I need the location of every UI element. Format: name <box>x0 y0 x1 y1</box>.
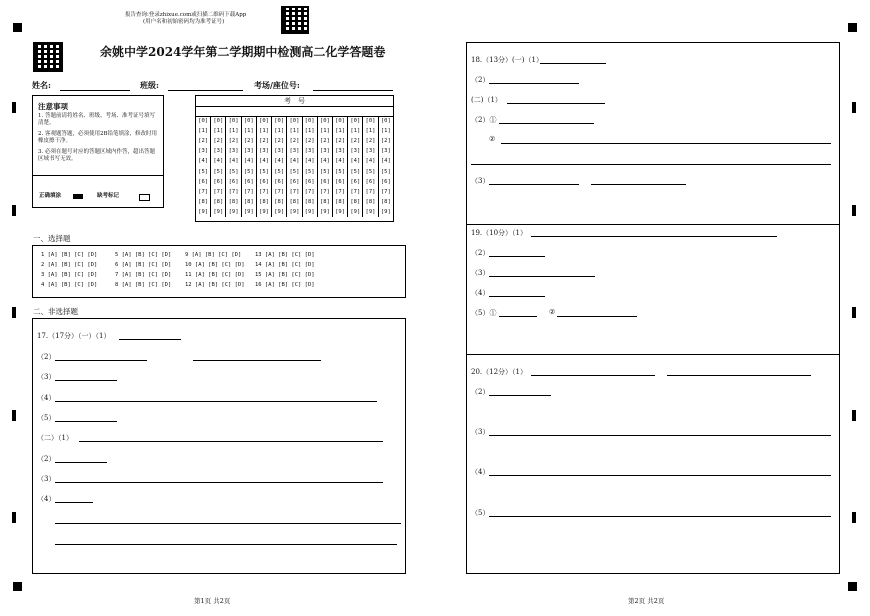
q20-5-answer[interactable] <box>489 516 831 517</box>
exam-digit-bubble[interactable]: [0] <box>363 116 378 126</box>
q17-5-answer[interactable] <box>55 421 117 422</box>
exam-digit-bubble[interactable]: [0] <box>317 116 332 126</box>
exam-digit-bubble[interactable]: [3] <box>272 146 287 156</box>
exam-digit-bubble[interactable]: [6] <box>348 177 363 187</box>
exam-digit-bubble[interactable]: [6] <box>378 177 393 187</box>
exam-digit-bubble[interactable]: [9] <box>378 207 393 217</box>
right-answer-box <box>466 42 840 574</box>
q18-b3-answer-a[interactable] <box>489 184 579 185</box>
exam-digit-bubble[interactable]: [2] <box>272 136 287 146</box>
q18-2-label: （2） <box>471 76 490 84</box>
q19-2-answer[interactable] <box>489 256 545 257</box>
q17-5-label: （5） <box>37 414 56 422</box>
q18-b2-label: （2）① <box>471 116 497 124</box>
exam-digit-bubble[interactable]: [0] <box>302 116 317 126</box>
exam-digit-bubble[interactable]: [8] <box>302 197 317 207</box>
q18-1-answer[interactable] <box>540 63 606 64</box>
notice-item-2: 2. 客观题答题，必须使用2B铅笔填涂，修改时用橡皮擦干净。 <box>38 131 158 144</box>
exam-digit-bubble[interactable]: [7] <box>198 188 209 195</box>
exam-digit-bubble[interactable]: [1] <box>226 126 241 136</box>
page-title: 余姚中学2024学年第二学期期中检测高二化学答题卷 <box>100 45 386 59</box>
class-field[interactable] <box>168 90 243 91</box>
exam-digit-bubble[interactable]: [6] <box>211 177 226 187</box>
exam-digit-bubble[interactable]: [7] <box>241 187 256 197</box>
exam-digit-bubble[interactable]: [2] <box>317 136 332 146</box>
exam-digit-bubble[interactable]: [8] <box>332 197 347 207</box>
exam-digit-bubble[interactable]: [7] <box>317 187 332 197</box>
exam-digit-bubble[interactable]: [5] <box>378 166 393 176</box>
q20-2-label: （2） <box>471 388 490 396</box>
exam-digit-bubble[interactable]: [4] <box>198 158 209 165</box>
choice-question-row[interactable]: 16 [A] [B] [C] [D] <box>255 282 315 288</box>
exam-digit-bubble[interactable]: [1] <box>378 126 393 136</box>
q17-2-answer-b[interactable] <box>193 360 321 361</box>
room-seat-field[interactable] <box>313 90 393 91</box>
section2-title: 二、非选择题 <box>33 307 78 316</box>
timing-bar <box>852 102 856 113</box>
exam-digit-bubble[interactable]: [8] <box>378 197 393 207</box>
timing-bar <box>852 512 856 523</box>
exam-digit-bubble[interactable]: [4] <box>348 156 363 166</box>
exam-digit-bubble[interactable]: [6] <box>256 177 271 187</box>
exam-digit-bubble[interactable]: [1] <box>302 126 317 136</box>
download-note-sub: (用户名和初始密码均为准考证号) <box>143 19 225 25</box>
exam-digit-bubble[interactable]: [4] <box>302 156 317 166</box>
choice-question-row[interactable]: 8 [A] [B] [C] [D] <box>115 282 172 288</box>
q17-3-label: （3） <box>37 373 56 381</box>
timing-bar <box>12 410 16 421</box>
timing-bar <box>12 512 16 523</box>
exam-digit-bubble[interactable]: [6] <box>332 177 347 187</box>
exam-digit-bubble[interactable]: [3] <box>363 146 378 156</box>
choice-question-row[interactable]: 13 [A] [B] [C] [D] <box>255 252 315 258</box>
exam-digit-bubble[interactable]: [9] <box>226 207 241 217</box>
exam-digit-bubble[interactable]: [0] <box>198 118 209 125</box>
exam-digit-bubble[interactable]: [9] <box>363 207 378 217</box>
exam-digit-bubble[interactable]: [8] <box>272 197 287 207</box>
exam-digit-bubble[interactable]: [5] <box>241 166 256 176</box>
q20-5-label: （5） <box>471 509 490 517</box>
exam-digit-bubble[interactable]: [7] <box>332 187 347 197</box>
student-qr-code <box>33 42 63 72</box>
exam-digit-bubble[interactable]: [3] <box>302 146 317 156</box>
exam-digit-bubble[interactable]: [5] <box>226 166 241 176</box>
exam-digit-bubble[interactable]: [3] <box>256 146 271 156</box>
correct-fill-label: 正确填涂 <box>39 193 62 199</box>
exam-digit-bubble[interactable]: [5] <box>332 166 347 176</box>
q18-b3-answer-b[interactable] <box>591 184 686 185</box>
notice-item-1: 1. 答题前请将姓名、班级、考场、准考证号填写清楚。 <box>38 113 155 126</box>
page-number-2: 第2页 共2页 <box>628 597 665 605</box>
q20-2-answer[interactable] <box>489 395 551 396</box>
exam-digit-bubble[interactable]: [7] <box>272 187 287 197</box>
exam-digit-bubble[interactable]: [4] <box>226 156 241 166</box>
exam-digit-bubble[interactable]: [8] <box>241 197 256 207</box>
exam-digit-bubble[interactable]: [7] <box>226 187 241 197</box>
choice-question-row[interactable]: 14 [A] [B] [C] [D] <box>255 262 315 268</box>
exam-number-grid <box>195 95 394 222</box>
exam-digit-bubble[interactable]: [2] <box>348 136 363 146</box>
exam-digit-bubble[interactable]: [8] <box>348 197 363 207</box>
exam-digit-bubble[interactable]: [4] <box>272 156 287 166</box>
q19-4-label: （4） <box>471 289 490 297</box>
exam-digit-bubble[interactable]: [6] <box>272 177 287 187</box>
exam-digit-bubble[interactable]: [1] <box>211 126 226 136</box>
correct-fill-example <box>73 194 83 199</box>
choice-box <box>32 245 406 298</box>
exam-digit-bubble[interactable]: [2] <box>287 136 302 146</box>
exam-digit-bubble[interactable]: [3] <box>287 146 302 156</box>
exam-digit-bubble[interactable]: [2] <box>363 136 378 146</box>
exam-digit-bubble[interactable]: [5] <box>363 166 378 176</box>
q18-b2-answer[interactable] <box>499 123 594 124</box>
exam-number-bubbles[interactable] <box>196 116 393 217</box>
exam-digit-bubble[interactable]: [8] <box>256 197 271 207</box>
q19-5-second-label: ② <box>549 308 556 316</box>
room-label: 考场/座位号: <box>254 80 300 90</box>
name-field[interactable] <box>60 90 130 91</box>
q18-head: 18.（13分）(一)（1） <box>471 56 543 64</box>
notice-box <box>32 95 164 208</box>
q17-b4-label: （4） <box>37 495 56 503</box>
exam-digit-bubble[interactable]: [6] <box>302 177 317 187</box>
corner-marker-bl <box>13 582 22 591</box>
exam-digit-bubble[interactable]: [9] <box>272 207 287 217</box>
q20-4-label: （4） <box>471 468 490 476</box>
exam-digit-bubble[interactable]: [2] <box>378 136 393 146</box>
choice-question-row[interactable]: 6 [A] [B] [C] [D] <box>115 262 172 268</box>
exam-digit-bubble[interactable]: [8] <box>287 197 302 207</box>
q17-3-answer[interactable] <box>55 380 117 381</box>
exam-digit-bubble[interactable]: [3] <box>226 146 241 156</box>
exam-digit-bubble[interactable]: [0] <box>211 116 226 126</box>
exam-digit-bubble[interactable]: [9] <box>302 207 317 217</box>
exam-digit-bubble[interactable]: [9] <box>198 208 209 215</box>
choice-question-row[interactable]: 2 [A] [B] [C] [D] <box>41 262 98 268</box>
exam-digit-bubble[interactable]: [4] <box>241 156 256 166</box>
q18-b2-second-label: ② <box>489 135 496 143</box>
exam-digit-bubble[interactable]: [1] <box>317 126 332 136</box>
q19-3-answer[interactable] <box>489 276 595 277</box>
page-number-1: 第1页 共2页 <box>194 597 231 605</box>
choice-question-row[interactable]: 9 [A] [B] [C] [D] <box>185 252 242 258</box>
exam-digit-bubble[interactable]: [1] <box>272 126 287 136</box>
exam-digit-bubble[interactable]: [2] <box>302 136 317 146</box>
exam-digit-bubble[interactable]: [5] <box>211 166 226 176</box>
download-qr-code <box>281 6 309 34</box>
exam-digit-bubble[interactable]: [5] <box>317 166 332 176</box>
exam-digit-bubble[interactable]: [8] <box>226 197 241 207</box>
q17-2-answer-a[interactable] <box>55 360 147 361</box>
timing-bar <box>852 410 856 421</box>
exam-digit-bubble[interactable]: [5] <box>198 168 209 175</box>
exam-digit-bubble[interactable]: [8] <box>363 197 378 207</box>
q20-3-label: （3） <box>471 428 490 436</box>
choice-question-row[interactable]: 10 [A] [B] [C] [D] <box>185 262 245 268</box>
exam-digit-bubble[interactable]: [5] <box>348 166 363 176</box>
exam-digit-bubble[interactable]: [4] <box>363 156 378 166</box>
exam-digit-bubble[interactable]: [3] <box>348 146 363 156</box>
exam-digit-bubble[interactable]: [5] <box>302 166 317 176</box>
q19-head: 19.（10分）（1） <box>471 229 527 237</box>
exam-digit-bubble[interactable]: [3] <box>332 146 347 156</box>
q19-5-answer-b[interactable] <box>557 316 637 317</box>
exam-digit-bubble[interactable]: [6] <box>317 177 332 187</box>
exam-digit-bubble[interactable]: [1] <box>332 126 347 136</box>
exam-digit-bubble[interactable]: [2] <box>226 136 241 146</box>
timing-bar <box>12 205 16 216</box>
q17-head: 17.（17分）（一）（1） <box>37 332 111 340</box>
q17-4-answer[interactable] <box>55 401 377 402</box>
q17-4-label: （4） <box>37 394 56 402</box>
exam-digit-bubble[interactable]: [8] <box>317 197 332 207</box>
exam-digit-bubble[interactable]: [6] <box>241 177 256 187</box>
q17-part2-head: （二）（1） <box>37 434 73 442</box>
q20-4-answer[interactable] <box>489 475 831 476</box>
choice-question-row[interactable]: 3 [A] [B] [C] [D] <box>41 272 98 278</box>
choice-question-row[interactable]: 5 [A] [B] [C] [D] <box>115 252 172 258</box>
exam-digit-bubble[interactable]: [2] <box>332 136 347 146</box>
q19-3-label: （3） <box>471 269 490 277</box>
exam-digit-bubble[interactable]: [4] <box>287 156 302 166</box>
exam-digit-bubble[interactable]: [9] <box>211 207 226 217</box>
exam-digit-bubble[interactable]: [3] <box>378 146 393 156</box>
absent-mark-box[interactable] <box>139 194 150 201</box>
exam-digit-bubble[interactable]: [2] <box>198 138 209 145</box>
choice-question-row[interactable]: 15 [A] [B] [C] [D] <box>255 272 315 278</box>
exam-digit-bubble[interactable]: [9] <box>256 207 271 217</box>
exam-digit-bubble[interactable]: [1] <box>363 126 378 136</box>
exam-digit-bubble[interactable]: [3] <box>211 146 226 156</box>
exam-digit-bubble[interactable]: [1] <box>256 126 271 136</box>
exam-digit-bubble[interactable]: [7] <box>256 187 271 197</box>
timing-bar <box>852 205 856 216</box>
exam-digit-bubble[interactable]: [8] <box>198 198 209 205</box>
q18-b1-answer[interactable] <box>507 103 605 104</box>
download-note: 报告查询:登录zhixue.com或扫描二维码下载App <box>125 12 247 18</box>
exam-digit-bubble[interactable]: [0] <box>348 116 363 126</box>
corner-marker-tr <box>848 23 857 32</box>
exam-digit-bubble[interactable]: [1] <box>198 128 209 135</box>
choice-question-row[interactable]: 11 [A] [B] [C] [D] <box>185 272 245 278</box>
exam-digit-bubble[interactable]: [1] <box>287 126 302 136</box>
exam-digit-bubble[interactable]: [7] <box>211 187 226 197</box>
notice-item-3: 3. 必须在题号对应的答题区域内作答，超出答题区域书写无效。 <box>38 149 155 162</box>
corner-marker-br <box>848 582 857 591</box>
exam-number-label: 考 号 <box>196 96 393 107</box>
exam-digit-bubble[interactable]: [6] <box>198 178 209 185</box>
exam-digit-bubble[interactable]: [0] <box>272 116 287 126</box>
q18-b2-answer-third[interactable] <box>471 164 831 165</box>
exam-digit-bubble[interactable]: [0] <box>241 116 256 126</box>
q17-box <box>32 318 406 574</box>
q20-head: 20.（12分）（1） <box>471 368 527 376</box>
q17-b4-answer-line3[interactable] <box>55 544 397 545</box>
exam-digit-bubble[interactable]: [4] <box>256 156 271 166</box>
q20-1-answer-a[interactable] <box>531 375 655 376</box>
choice-question-row[interactable]: 1 [A] [B] [C] [D] <box>41 252 98 258</box>
q17-b4-answer-line2[interactable] <box>55 523 401 524</box>
exam-digit-bubble[interactable]: [7] <box>378 187 393 197</box>
exam-digit-bubble[interactable]: [1] <box>241 126 256 136</box>
exam-digit-bubble[interactable]: [9] <box>348 207 363 217</box>
exam-digit-bubble[interactable]: [9] <box>332 207 347 217</box>
q17-b3-answer[interactable] <box>55 482 383 483</box>
choice-question-row[interactable]: 4 [A] [B] [C] [D] <box>41 282 98 288</box>
exam-digit-bubble[interactable]: [0] <box>226 116 241 126</box>
q17-1-answer[interactable] <box>119 339 181 340</box>
exam-digit-bubble[interactable]: [4] <box>378 156 393 166</box>
exam-digit-bubble[interactable]: [0] <box>256 116 271 126</box>
exam-digit-bubble[interactable]: [6] <box>287 177 302 187</box>
q17-b2-label: （2） <box>37 455 56 463</box>
exam-digit-bubble[interactable]: [2] <box>211 136 226 146</box>
choice-question-row[interactable]: 7 [A] [B] [C] [D] <box>115 272 172 278</box>
exam-digit-bubble[interactable]: [9] <box>241 207 256 217</box>
class-label: 班级: <box>140 80 159 90</box>
exam-digit-bubble[interactable]: [7] <box>287 187 302 197</box>
exam-digit-bubble[interactable]: [9] <box>287 207 302 217</box>
exam-digit-bubble[interactable]: [0] <box>287 116 302 126</box>
exam-digit-bubble[interactable]: [3] <box>241 146 256 156</box>
exam-digit-bubble[interactable]: [7] <box>363 187 378 197</box>
q17-b1-answer[interactable] <box>79 441 383 442</box>
q19-2-label: （2） <box>471 249 490 257</box>
q17-b2-answer[interactable] <box>55 462 107 463</box>
q18-b2-answer-second[interactable] <box>501 143 831 144</box>
exam-digit-bubble[interactable]: [5] <box>256 166 271 176</box>
exam-digit-bubble[interactable]: [7] <box>348 187 363 197</box>
exam-digit-bubble[interactable]: [8] <box>211 197 226 207</box>
q20-1-answer-b[interactable] <box>667 375 811 376</box>
exam-digit-bubble[interactable]: [5] <box>287 166 302 176</box>
exam-digit-bubble[interactable]: [6] <box>226 177 241 187</box>
timing-bar <box>12 102 16 113</box>
exam-digit-bubble[interactable]: [9] <box>317 207 332 217</box>
q17-b3-label: （3） <box>37 475 56 483</box>
exam-digit-bubble[interactable]: [4] <box>211 156 226 166</box>
q18-part2-head: (二)（1） <box>471 96 502 104</box>
exam-digit-bubble[interactable]: [2] <box>241 136 256 146</box>
exam-digit-bubble[interactable]: [0] <box>332 116 347 126</box>
timing-bar <box>852 307 856 318</box>
exam-digit-bubble[interactable]: [5] <box>272 166 287 176</box>
q17-b4-answer[interactable] <box>55 502 93 503</box>
absent-mark-label: 缺考标记 <box>97 193 120 199</box>
q18-2-answer[interactable] <box>489 83 579 84</box>
q19-4-answer[interactable] <box>489 296 545 297</box>
exam-digit-bubble[interactable]: [3] <box>198 148 209 155</box>
q18-b3-label: （3） <box>471 177 490 185</box>
q19-5-answer-a[interactable] <box>499 316 537 317</box>
q19-1-answer[interactable] <box>531 236 777 237</box>
timing-bar <box>12 307 16 318</box>
exam-digit-bubble[interactable]: [0] <box>378 116 393 126</box>
exam-digit-bubble[interactable]: [3] <box>317 146 332 156</box>
exam-digit-bubble[interactable]: [4] <box>332 156 347 166</box>
q17-2-label: （2） <box>37 353 56 361</box>
exam-digit-bubble[interactable]: [2] <box>256 136 271 146</box>
name-label: 姓名: <box>32 80 51 90</box>
exam-digit-bubble[interactable]: [1] <box>348 126 363 136</box>
exam-digit-bubble[interactable]: [6] <box>363 177 378 187</box>
exam-digit-bubble[interactable]: [4] <box>317 156 332 166</box>
q20-3-answer[interactable] <box>489 435 831 436</box>
corner-marker-tl <box>13 23 22 32</box>
notice-heading: 注意事项 <box>38 102 68 111</box>
exam-digit-bubble[interactable]: [7] <box>302 187 317 197</box>
choice-question-row[interactable]: 12 [A] [B] [C] [D] <box>185 282 245 288</box>
section1-title: 一、选择题 <box>33 234 71 243</box>
q19-5-label: （5）① <box>471 309 497 317</box>
